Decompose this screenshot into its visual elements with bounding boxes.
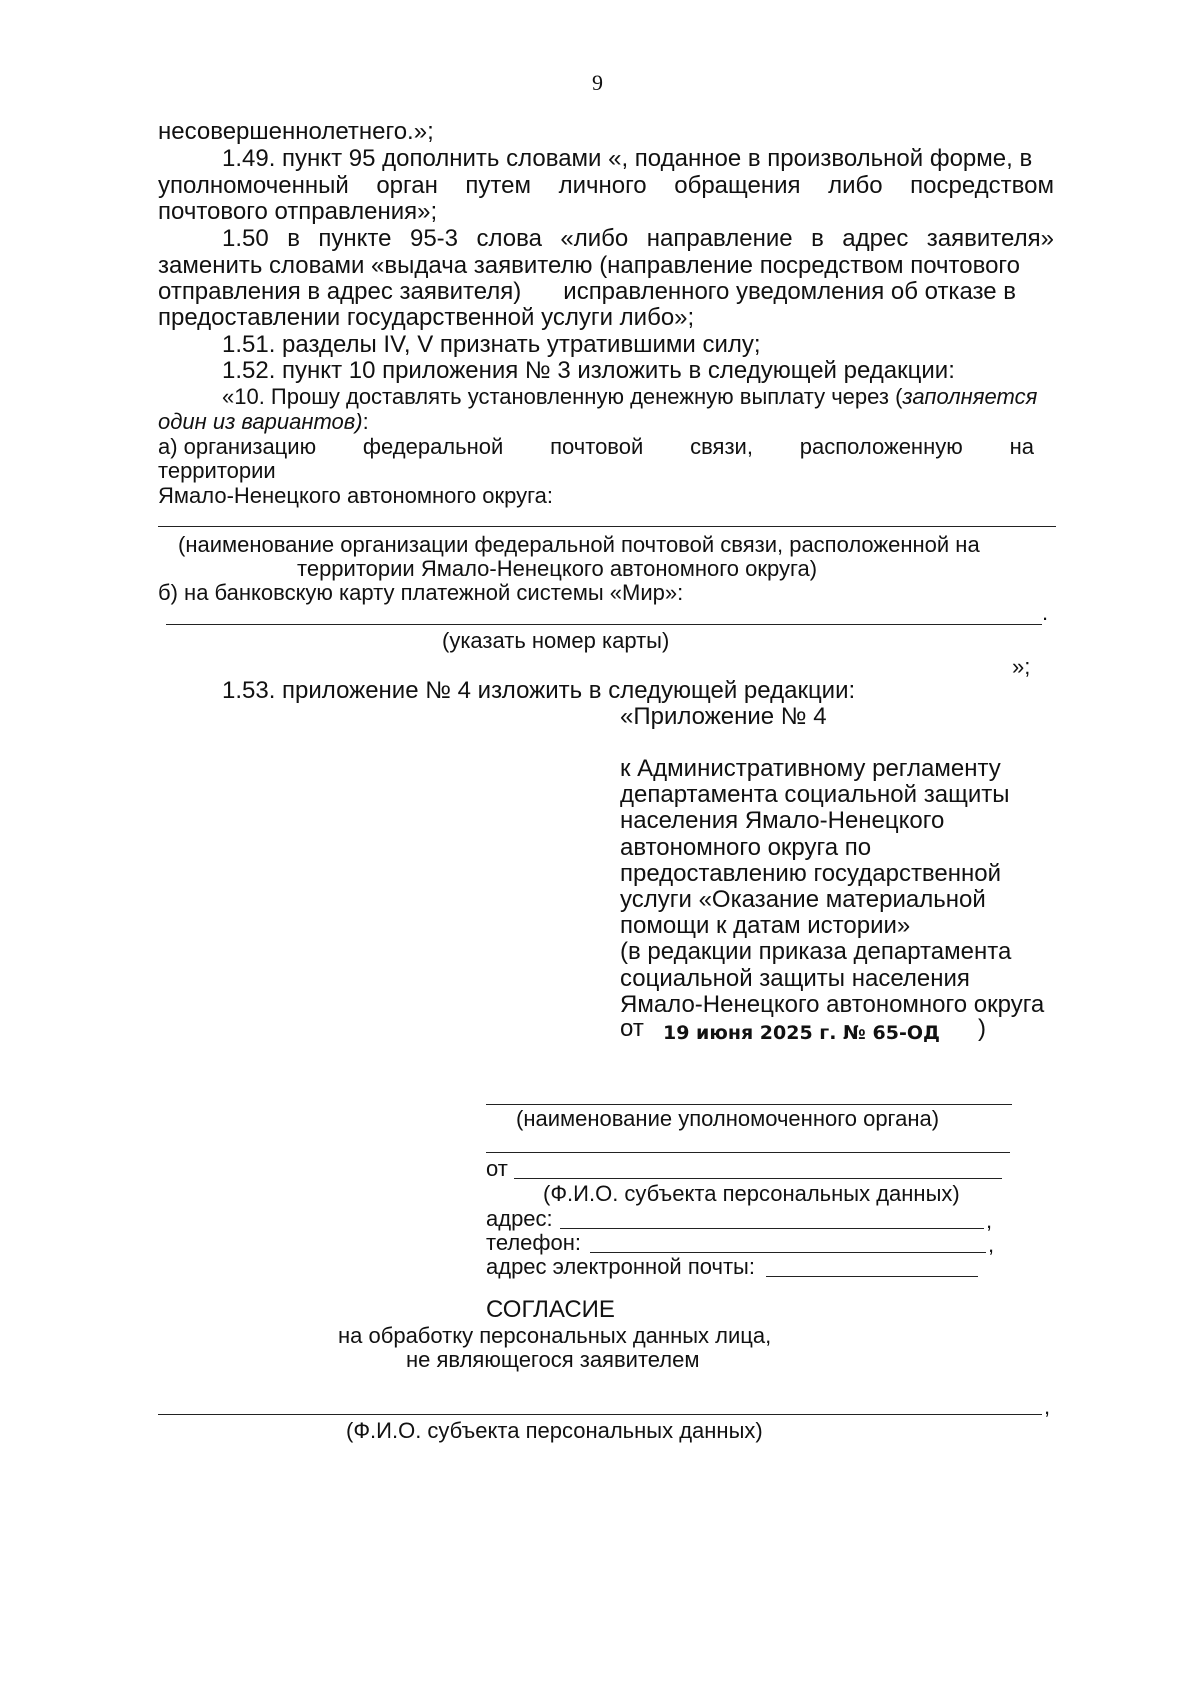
blank-line-email <box>766 1276 978 1277</box>
word: адрес <box>842 225 909 252</box>
word: 1.50 <box>222 225 269 252</box>
item-1-53: 1.53. приложение № 4 изложить в следующей редакции: <box>222 677 856 704</box>
closing-paren: ) <box>978 1015 986 1042</box>
text-line-justified <box>158 172 1054 200</box>
closing-quote: »; <box>1012 654 1031 679</box>
italic-note: заполняется <box>902 384 1038 409</box>
word: либо <box>828 172 883 199</box>
appendix-line: предоставлению государственной <box>620 859 1002 887</box>
word: слова <box>476 225 542 252</box>
word: орган <box>376 172 438 199</box>
from-label: от <box>486 1156 508 1181</box>
option-b-line: б) на банковскую карту платежной системы «Мир»: <box>158 580 684 605</box>
blank-line-phone <box>590 1252 986 1253</box>
appendix-line: населения Ямало-Ненецкого <box>620 807 945 835</box>
word: заявителя» <box>926 225 1054 252</box>
appendix-line: Ямало-Ненецкого автономного округа <box>620 990 1045 1018</box>
text-line: заменить словами «выдача заявителю (направление посредством почтового <box>158 252 1020 279</box>
ot-label: от <box>620 1015 644 1042</box>
consent-subtitle: на обработку персональных данных лица, <box>338 1323 772 1348</box>
word: расположенную <box>799 434 963 459</box>
option-a-line <box>158 434 1034 460</box>
field-caption: (Ф.И.О. субъекта персональных данных) <box>346 1418 763 1443</box>
appendix-line: помощи к датам истории» <box>620 912 911 940</box>
punctuation: . <box>1042 600 1049 625</box>
consent-subtitle: не являющегося заявителем <box>406 1347 700 1372</box>
address-label: адрес: <box>486 1206 553 1231</box>
field-caption: территории Ямало-Ненецкого автономного округа) <box>297 556 818 581</box>
appendix-title: «Приложение № 4 <box>620 703 827 730</box>
word: почтовой <box>550 434 644 459</box>
blank-line-from <box>514 1178 1002 1179</box>
appendix-line: социальной защиты населения <box>620 964 970 992</box>
clause-10-line <box>222 384 1037 410</box>
word: в <box>811 225 824 252</box>
item-1-50 <box>222 225 1054 253</box>
word: федеральной <box>362 434 504 459</box>
order-line <box>620 1015 644 1043</box>
item-1-52: 1.52. пункт 10 приложения № 3 изложить в следующей редакции: <box>222 357 955 384</box>
appendix-line: автономного округа по <box>620 833 872 861</box>
blank-line-consent-fio <box>158 1414 1042 1415</box>
text-segment: отправления в адрес заявителя) <box>158 278 522 305</box>
blank-line-card-number <box>166 624 1042 625</box>
text-line: Ямало-Ненецкого автономного округа: <box>158 483 554 508</box>
page-number: 9 <box>592 70 603 95</box>
order-reference: 19 июня 2025 г. № 65-ОД <box>663 1022 940 1044</box>
consent-title: СОГЛАСИЕ <box>486 1296 615 1323</box>
text-line <box>158 409 369 435</box>
punctuation: , <box>1044 1394 1051 1419</box>
text-line: почтового отправления»; <box>158 198 438 225</box>
appendix-line: (в редакции приказа департамента <box>620 938 1012 966</box>
field-caption: (Ф.И.О. субъекта персональных данных) <box>543 1181 960 1206</box>
italic-note: один из вариантов) <box>158 409 363 434</box>
text-line: предоставлении государственной услуги либо»; <box>158 304 695 331</box>
blank-line-post-office <box>158 526 1056 527</box>
text-line <box>158 278 1016 306</box>
word: на <box>1009 434 1034 459</box>
word: «либо <box>560 225 629 252</box>
appendix-line: к Административному регламенту <box>620 755 1001 782</box>
text-segment: исправленного уведомления об отказе в <box>563 278 1017 305</box>
word: в <box>287 225 300 252</box>
word: обращения <box>674 172 801 199</box>
word: а) организацию <box>158 434 317 459</box>
text-segment: «10. Прошу доставлять установленную денежную выплату через ( <box>222 384 903 409</box>
word: уполномоченный <box>158 172 349 199</box>
word: пункте <box>318 225 392 252</box>
field-caption: (указать номер карты) <box>442 628 670 653</box>
phone-label: телефон: <box>486 1230 582 1255</box>
text-segment: : <box>362 409 369 434</box>
word: путем <box>465 172 531 199</box>
item-1-49: 1.49. пункт 95 дополнить словами «, поданное в произвольной форме, в <box>222 145 1033 172</box>
blank-line-authority-2 <box>486 1152 1010 1153</box>
text-line: территории <box>158 458 276 483</box>
punctuation: , <box>986 1208 993 1233</box>
email-label: адрес электронной почты: <box>486 1254 755 1279</box>
appendix-line: услуги «Оказание материальной <box>620 886 986 913</box>
word: 95-3 <box>409 225 459 252</box>
field-caption: (наименование уполномоченного органа) <box>516 1106 940 1131</box>
punctuation: , <box>988 1232 995 1257</box>
word: посредством <box>910 172 1054 199</box>
field-caption: (наименование организации федеральной почтовой связи, расположенной на <box>178 532 980 557</box>
blank-line-authority <box>486 1104 1012 1105</box>
text-line: несовершеннолетнего.»; <box>158 118 434 145</box>
word: личного <box>558 172 647 199</box>
blank-line-address <box>560 1228 984 1229</box>
appendix-line: департамента социальной защиты <box>620 781 1010 809</box>
word: связи, <box>690 434 753 459</box>
item-1-51: 1.51. разделы IV, V признать утратившими силу; <box>222 331 761 358</box>
word: направление <box>646 225 793 252</box>
